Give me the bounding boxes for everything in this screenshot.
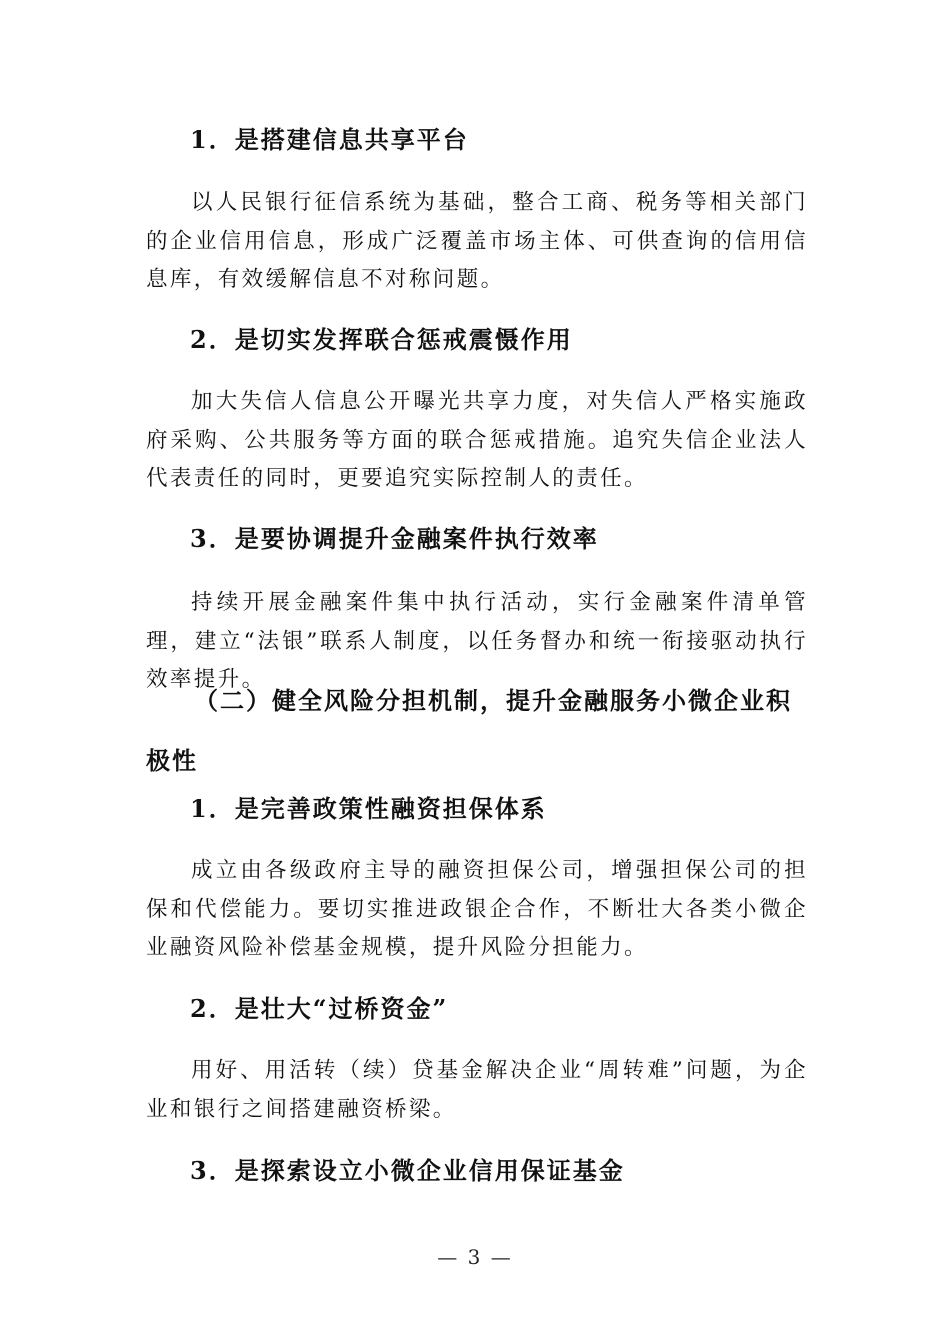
paragraph-dishonest-disclosure: 加大失信人信息公开曝光共享力度，对失信人严格实施政府采购、公共服务等方面的联合惩戒措施。追究失信企业法人代表责任的同时，更要追究实际控制人的责任。 <box>146 389 808 491</box>
heading-bridge-fund: 2．是壮大“过桥资金” <box>190 994 449 1023</box>
paragraph-guarantee-companies: 成立由各级政府主导的融资担保公司，增强担保公司的担保和代偿能力。要切实推进政银企合作，不断壮大各类小微企业融资风险补偿基金规模，提升风险分担能力。 <box>146 858 808 960</box>
paragraph-credit-system: 以人民银行征信系统为基础，整合工商、税务等相关部门的企业信用信息，形成广泛覆盖市场主体、可供查询的信用信息库，有效缓解信息不对称问题。 <box>146 190 808 292</box>
heading-guarantee-system: 1．是完善政策性融资担保体系 <box>190 794 547 823</box>
heading-joint-punishment: 2．是切实发挥联合惩戒震慑作用 <box>190 325 573 354</box>
section-heading-risk-sharing: （二）健全风险分担机制，提升金融服务小微企业积极性 <box>146 686 792 775</box>
heading-credit-guarantee-fund: 3．是探索设立小微企业信用保证基金 <box>190 1156 625 1185</box>
heading-info-sharing-platform: 1．是搭建信息共享平台 <box>190 125 469 154</box>
paragraph-bridge-fund: 用好、用活转（续）贷基金解决企业“周转难”问题，为企业和银行之间搭建融资桥梁。 <box>146 1058 808 1122</box>
paragraph-case-execution: 持续开展金融案件集中执行活动，实行金融案件清单管理，建立“法银”联系人制度，以任务督办和统一衔接驱动执行效率提升。 <box>146 590 808 692</box>
heading-case-execution: 3．是要协调提升金融案件执行效率 <box>190 524 599 553</box>
page-number: — 3 — <box>437 1245 513 1269</box>
